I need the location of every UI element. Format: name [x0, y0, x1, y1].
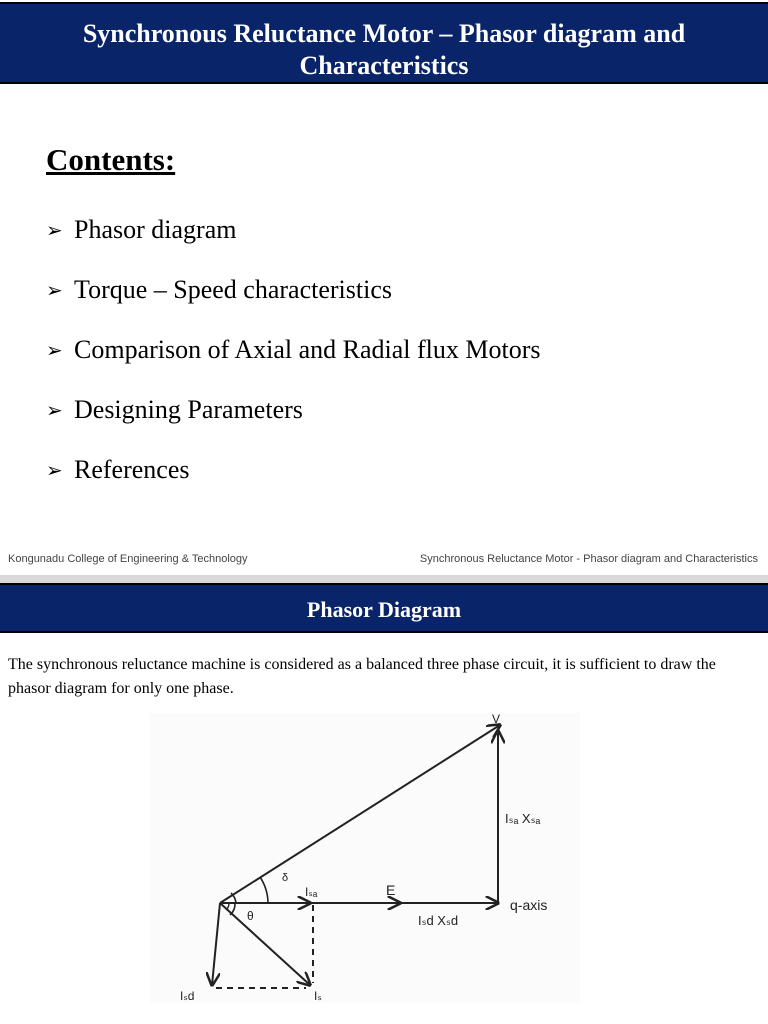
slide-separator	[0, 575, 768, 583]
footer-topic: Synchronous Reluctance Motor - Phasor diagram and Characteristics	[419, 553, 758, 565]
list-item-label: Comparison of Axial and Radial flux Motors	[74, 335, 541, 364]
list-item	[46, 380, 541, 440]
label-isd: Iₛd	[180, 989, 195, 1003]
list-item-label: Designing Parameters	[74, 395, 303, 424]
label-delta: δ	[282, 872, 289, 884]
list-item	[46, 260, 541, 320]
contents-list	[46, 200, 541, 500]
label-e: E	[386, 882, 396, 898]
arrow-bullet-icon: ➢	[46, 278, 63, 302]
phasor-diagram	[150, 713, 580, 1003]
label-isd-xsd: Iₛd Xₛd	[418, 913, 459, 928]
body-paragraph: The synchronous reluctance machine is considered as a balanced three phase circuit, it is sufficient to draw the phasor diagram for only one phase.	[8, 656, 716, 697]
slide-phasor-diagram	[0, 583, 768, 1024]
label-q-axis: q-axis	[510, 897, 548, 913]
list-item	[46, 200, 541, 260]
label-v: V	[492, 713, 501, 726]
list-item-label: Torque – Speed characteristics	[74, 275, 392, 304]
label-isq: Iₛₐ	[305, 885, 318, 899]
slide-title: Phasor Diagram	[0, 583, 768, 633]
arrow-bullet-icon: ➢	[46, 338, 63, 362]
label-theta: θ	[247, 909, 254, 923]
list-item-label: References	[74, 455, 190, 484]
arrow-bullet-icon: ➢	[46, 398, 63, 422]
list-item	[46, 440, 541, 500]
list-item	[46, 320, 541, 380]
label-is: Iₛ	[314, 989, 322, 1003]
label-isq-xsq: Iₛₐ Xₛₐ	[505, 811, 541, 826]
contents-heading: Contents:	[46, 142, 176, 177]
arrow-bullet-icon: ➢	[46, 458, 63, 482]
list-item-label: Phasor diagram	[74, 215, 237, 244]
arrow-bullet-icon: ➢	[46, 218, 63, 242]
slide-title: Synchronous Reluctance Motor – Phasor diagram and Characteristics	[0, 2, 768, 84]
footer-institution: Kongunadu College of Engineering & Technology	[8, 553, 248, 565]
